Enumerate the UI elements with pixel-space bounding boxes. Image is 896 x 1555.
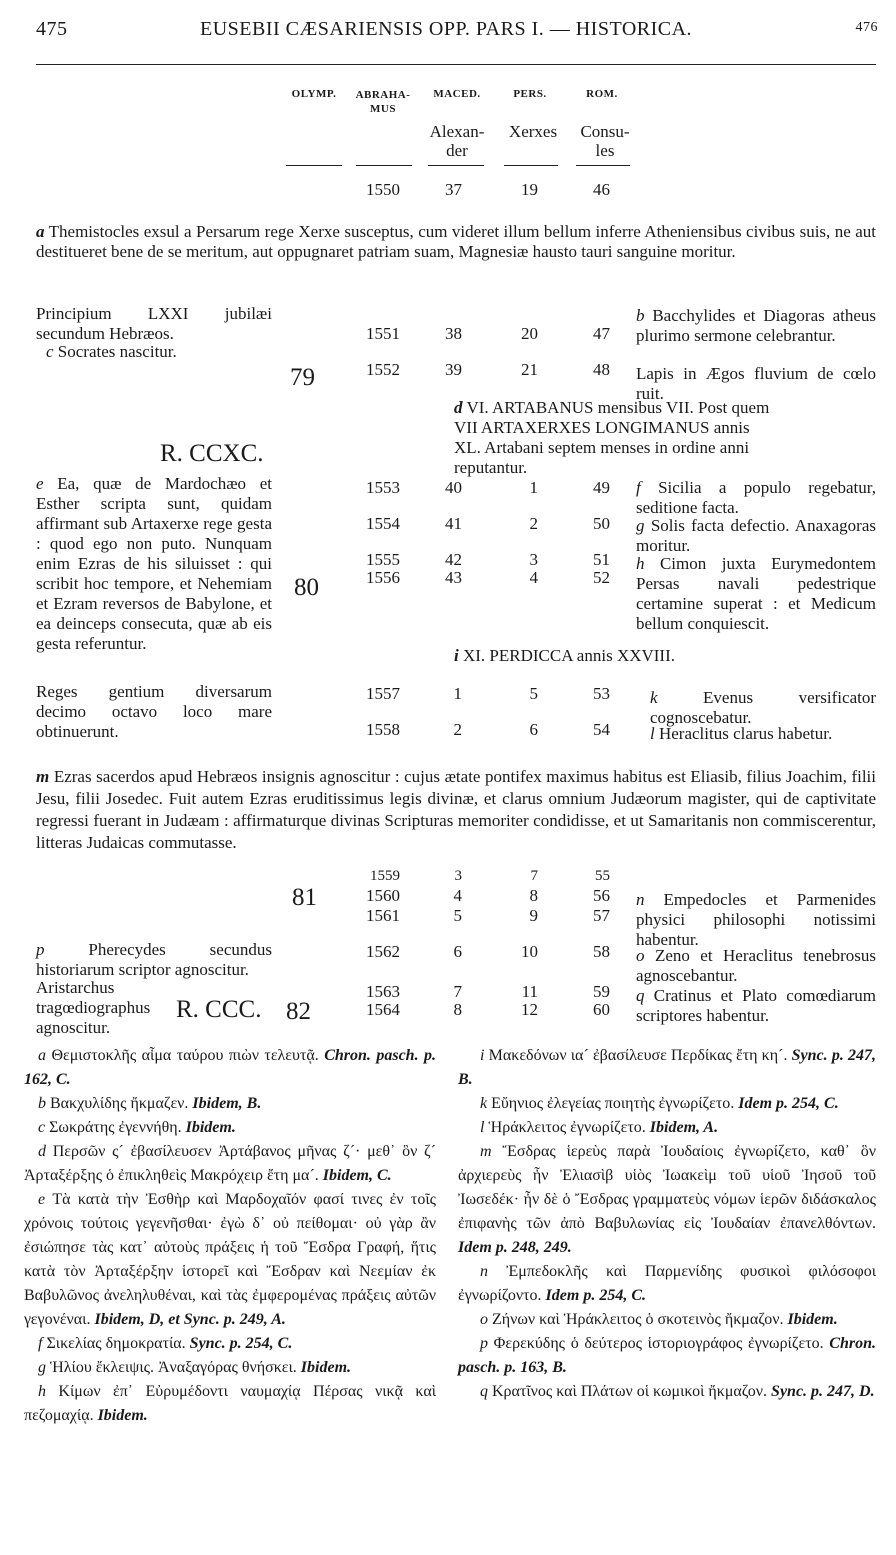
rom-year: 58 [593,942,610,961]
rom-year: 60 [593,1000,610,1019]
source-ref: Ibidem, B. [192,1095,262,1112]
pers-year: 12 [521,1000,538,1019]
source-ref: Ibidem. [185,1119,236,1136]
note-letter: o [636,946,645,965]
pers-year: 11 [521,982,538,1001]
pers-year: 9 [529,906,538,925]
rom-year: 47 [593,324,610,343]
maced-year: 6 [453,942,462,961]
rom-year: 59 [593,982,610,1001]
col-rule [428,165,484,166]
greek-text: Ἡράκλειτος ἐγνωρίζετο. [488,1119,646,1136]
greek-text: Ζήνων καὶ Ἡράκλειτος ὁ σκοτεινὸς ἤκμαζον. [492,1311,784,1328]
footnote [458,1116,876,1140]
right-entry-k [650,688,876,728]
maced-year: 41 [445,514,462,533]
maced-year: 1 [453,684,462,703]
col-head-maced: MACED. [433,88,481,100]
footnote [24,1332,436,1356]
entry-text: Sicilia a populo regebatur, seditione facta. [636,478,876,517]
maced-year: 4 [453,886,462,905]
footnote [24,1140,436,1188]
maced-year: 43 [445,568,462,587]
pers-year: 5 [529,684,538,703]
footnotes-left [24,1044,436,1428]
right-entry-lapis: Lapis in Ægos fluvium de cœlo ruit. [636,364,876,403]
greek-text: Σωκράτης ἐγεννήθη. [49,1119,182,1136]
source-ref: Ibidem, D, et Sync. p. 249, A. [94,1311,286,1328]
source-ref: Sync. p. 247, D. [771,1383,875,1400]
note-letter: h [38,1383,46,1400]
entry-text: Socrates nascitur. [57,342,177,361]
greek-text: Θεμιστοκλῆς αἷμα ταύρου πιὼν τελευτᾷ. [51,1047,319,1064]
rnum-heading: R. CCC. [176,996,262,1023]
footnotes-right [458,1044,876,1404]
note-letter: l [650,724,655,743]
entry-text: Bacchylides et Diagoras atheus plurimo sermone celebrantur. [636,306,876,345]
source-ref: Sync. p. 247, B. [458,1047,877,1088]
footnote [24,1188,436,1332]
maced-year: 40 [445,478,462,497]
note-letter: b [38,1095,46,1112]
footnote [24,1356,436,1380]
maced-year: 7 [453,982,462,1001]
col-name-pers: Xerxes [508,122,558,141]
col-head-abraham: ABRAHA-MUS [355,89,411,115]
greek-text: Περσῶν ς´ ἐβασίλευσεν Ἀρτάβανος μῆνας ζ´· μεθ᾽ ὃν ζ´ Ἀρταξέρξης ὁ ἐπικληθεὶς Μακρόχειρ ἔτη μα´. [24,1143,437,1184]
note-letter: p [36,940,45,959]
abr-year: 1559 [370,868,400,884]
pers-year: 3 [529,550,538,569]
note-letter: a [36,222,45,241]
abr-year: 1561 [366,906,400,925]
left-entry-p [36,940,272,980]
source-ref: Ibidem. [300,1359,352,1376]
pers-year: 10 [521,942,538,961]
paragraph-m [36,766,876,854]
rom-year: 56 [593,886,610,905]
rom-year: 52 [593,568,610,587]
col-rule [356,165,412,166]
footnote [458,1308,876,1332]
left-entry-aristarchus: Aristarchus tragœdiographus agnoscitur. [36,978,151,1037]
abr-year: 1552 [366,360,400,379]
note-letter: e [36,474,44,493]
footnote [458,1044,876,1092]
entry-text: Pherecydes secundus historiarum scriptor agnoscitur. [36,940,272,979]
paragraph-text: Ezras sacerdos apud Hebræos insignis agnoscitur : cujus ætate pontifex maximus habitus est Eliasib, filius Joachim, filii Jesu, filii Josedec. Fuit autem Ezras eruditissimus legis divinæ, et clarus omnium Judæorum magister, qui de captivitate regressi fuerant in Judæam : affirmaturque divinas Scripturas memoriter condidisse, et ut Samaritanis non commiscerentur, litteras Judaicas commutasse. [36,767,877,852]
col-name-maced: Alexan-der [429,122,485,160]
olympiad-number: 80 [294,574,319,601]
abr-year: 1550 [366,180,400,199]
paragraph-text: Themistocles exsul a Persarum rege Xerxe susceptus, cum videret illum bellum inferre Atheniensibus civibus suis, ne aut destitueret bene de se meritum, aut oppugnaret patriam suam, Magnesiæ hausto tauri sanguine moritur. [36,222,876,261]
source-ref: Idem p. 254, C. [738,1095,839,1112]
left-entry-c [46,342,272,362]
note-letter: f [636,478,641,497]
pers-year: 20 [521,324,538,343]
header-rule [36,64,876,65]
maced-year: 8 [453,1000,462,1019]
greek-text: Εὔηνιος ἐλεγείας ποιητὴς ἐγνωρίζετο. [491,1095,735,1112]
olympiad-number: 82 [286,998,311,1025]
note-letter: k [480,1095,488,1112]
note-letter: l [480,1119,485,1136]
note-letter: i [480,1047,485,1064]
abr-year: 1560 [366,886,400,905]
right-entry-h [636,554,876,634]
right-entry-l [650,724,876,744]
note-letter: c [38,1119,46,1136]
right-entry-q [636,986,876,1026]
source-ref: Sync. p. 254, C. [189,1335,293,1352]
note-letter: a [38,1047,46,1064]
rnum-heading: R. CCXC. [160,440,264,467]
entry-text: VI. ARTABANUS mensibus VII. Post quem VII ARTAXERXES LONGIMANUS annis XL. Artabani septem menses in ordine anni reputantur. [454,398,770,477]
entry-text: Empedocles et Parmenides physici philosophi notissimi habentur. [636,890,877,949]
maced-year: 42 [445,550,462,569]
entry-text: Ea, quæ de Mardochæo et Esther scripta sunt, quidam affirmant sub Artaxerxe rege gesta : quod ego non puto. Nunquam enim Ezras de his siluisset : qui scribit hoc tempore, et Nehemiam et Ezram reversos de Babylone, et ea deinceps consecuta, quæ ab eis gesta referuntur. [36,474,272,653]
col-head-olymp: OLYMP. [291,88,337,100]
pers-year: 4 [529,568,538,587]
col-rule [576,165,630,166]
source-ref: Ibidem, C. [322,1167,392,1184]
olympiad-number: 81 [292,884,317,911]
entry-text: Zeno et Heraclitus tenebrosus agnoscebantur. [636,946,877,985]
col-rule [286,165,342,166]
rom-year: 54 [593,720,610,739]
pers-year: 21 [521,360,538,379]
note-letter: c [46,342,54,361]
note-letter: k [650,688,658,707]
footnote [458,1332,876,1380]
abr-year: 1556 [366,568,400,587]
paragraph-a [36,222,876,262]
rom-year: 49 [593,478,610,497]
abr-year: 1563 [366,982,400,1001]
note-letter: g [38,1359,46,1376]
rom-year: 53 [593,684,610,703]
pers-year: 1 [529,478,538,497]
royal-succession-i [454,646,754,666]
note-letter: q [480,1383,488,1400]
greek-text: Κρατῖνος καὶ Πλάτων οἱ κωμικοὶ ἤκμαζον. [492,1383,768,1400]
note-letter: n [480,1263,488,1280]
entry-text: Evenus versificator cognoscebatur. [650,688,876,727]
note-letter: m [36,767,50,786]
source-ref: Chron. pasch. p. 163, B. [458,1335,876,1376]
col-head-pers: PERS. [513,88,547,100]
note-letter: p [480,1335,488,1352]
footnote [24,1380,436,1428]
maced-year: 5 [453,906,462,925]
abr-year: 1551 [366,324,400,343]
entry-text: Solis facta defectio. Anaxagoras moritur. [636,516,876,555]
pers-year: 8 [529,886,538,905]
maced-year: 38 [445,324,462,343]
note-letter: f [38,1335,43,1352]
greek-text: Σικελίας δημοκρατία. [46,1335,186,1352]
source-ref: Chron. pasch. p. 162, C. [24,1047,437,1088]
rom-year: 55 [595,868,610,884]
note-letter: o [480,1311,488,1328]
rom-year: 50 [593,514,610,533]
pers-year: 6 [529,720,538,739]
entry-text: Cimon juxta Eurymedontem Persas navali pedestrique certamine superat : et Medicum bellum conquiescit. [636,554,876,633]
page-number-left: 475 [36,18,68,40]
rom-year: 51 [593,550,610,569]
left-entry-reges: Reges gentium diversarum decimo octavo loco mare obtinuerunt. [36,682,272,741]
col-rule [504,165,558,166]
maced-year: 2 [453,720,462,739]
source-ref: Idem p. 248, 249. [458,1239,572,1256]
maced-year: 3 [454,868,462,884]
right-entry-b [636,306,876,346]
footnote [458,1140,876,1260]
greek-text: Φερεκύδης ὁ δεύτερος ἱστοριογράφος ἐγνωρίζετο. [493,1335,824,1352]
right-entry-g [636,516,876,556]
note-letter: i [454,646,459,665]
col-name-rom: Consu-les [580,122,630,160]
abr-year: 1557 [366,684,400,703]
greek-text: Μακεδόνων ια´ ἐβασίλευσε Περδίκας ἔτη κη´. [488,1047,788,1064]
note-letter: b [636,306,645,325]
footnote [24,1044,436,1092]
footnote [458,1380,876,1404]
entry-text: Heraclitus clarus habetur. [658,724,833,743]
abr-year: 1564 [366,1000,400,1019]
right-entry-n [636,890,876,950]
greek-text: Βακχυλίδης ἤκμαζεν. [50,1095,189,1112]
note-letter: d [454,398,463,417]
pers-year: 7 [530,868,538,884]
note-letter: h [636,554,645,573]
note-letter: g [636,516,645,535]
pers-year: 2 [529,514,538,533]
left-entry-e [36,474,272,654]
rom-year: 57 [593,906,610,925]
footnote [458,1260,876,1308]
footnote [24,1116,436,1140]
note-letter: m [480,1143,492,1160]
source-ref: Idem p. 254, C. [545,1287,646,1304]
royal-succession-d [454,398,770,478]
olympiad-number: 79 [290,364,315,391]
source-ref: Ibidem. [97,1407,148,1424]
maced-year: 39 [445,360,462,379]
right-entry-f [636,478,876,518]
entry-text: Cratinus et Plato comœdiarum scriptores habentur. [636,986,876,1025]
entry-text: XI. PERDICCA annis XXVIII. [462,646,676,665]
note-letter: q [636,986,645,1005]
abr-year: 1558 [366,720,400,739]
note-letter: n [636,890,645,909]
greek-text: Κίμων ἐπ᾽ Εὐρυμέδοντι ναυμαχίᾳ Πέρσας νικᾷ καὶ πεζομαχίᾳ. [24,1383,437,1424]
abr-year: 1553 [366,478,400,497]
note-letter: d [38,1143,46,1160]
pers-year: 19 [521,180,538,199]
page-number-right: 476 [855,20,878,35]
abr-year: 1555 [366,550,400,569]
source-ref: Ibidem, A. [649,1119,719,1136]
greek-text: Τὰ κατὰ τὴν Ἐσθὴρ καὶ Μαρδοχαῖόν φασί τινες ἐν τοῖς χρόνοις τούτοις γεγενῆσθαι· ἐγὼ δ᾽ οὐ πείθομαι· οὐ γὰρ ἂν ἐσιώπησε τὰς κατ᾽ αὐτοὺς πράξεις ἡ τοῦ Ἔσδρα Γραφή, ἥτις κατὰ τὸν Ἀρταξέρξην ἱστορεῖ καὶ Ἔσδραν καὶ Νεεμίαν ἐκ Βαβυλῶνος ἀνεληλυθέναι, καὶ τὰς ἐμφερομένας πράξεις αὐτῶν γεγονέναι. [24,1191,436,1328]
maced-year: 37 [445,180,462,199]
source-ref: Ibidem. [787,1311,838,1328]
left-entry-principium: Principium LXXI jubilæi secundum Hebræos. [36,304,272,343]
col-head-rom: ROM. [586,88,618,100]
running-title: EUSEBII CÆSARIENSIS OPP. PARS I. — HISTORICA. [200,18,693,40]
rom-year: 46 [593,180,610,199]
rom-year: 48 [593,360,610,379]
footnote [24,1092,436,1116]
note-letter: e [38,1191,46,1208]
greek-text: Ἔσδρας ἱερεὺς παρὰ Ἰουδαίοις ἐγνωρίζετο, καθ᾽ ὃν ἀρχιερεὺς ἦν Ἐλιασὶβ υἱὸς Ἰωακεὶμ τοῦ υἱοῦ Ἰησοῦ τοῦ Ἰωσεδέκ· ἦν δὲ ὁ Ἔσδρας γραμματεὺς νόμων ἱερῶν διδάσκαλος ἐπιφανὴς τῶν ἀπὸ Βαβυλωνίας εἰς Ἰουδαίαν ἐπανελθόντων. [458,1143,877,1232]
greek-text: Ἐμπεδοκλῆς καὶ Παρμενίδης φυσικοὶ φιλόσοφοι ἐγνωρίζοντο. [458,1263,877,1304]
abr-year: 1554 [366,514,400,533]
footnote [458,1092,876,1116]
abr-year: 1562 [366,942,400,961]
greek-text: Ἡλίου ἔκλειψις. Ἀναξαγόρας θνήσκει. [50,1359,297,1376]
right-entry-o [636,946,876,986]
